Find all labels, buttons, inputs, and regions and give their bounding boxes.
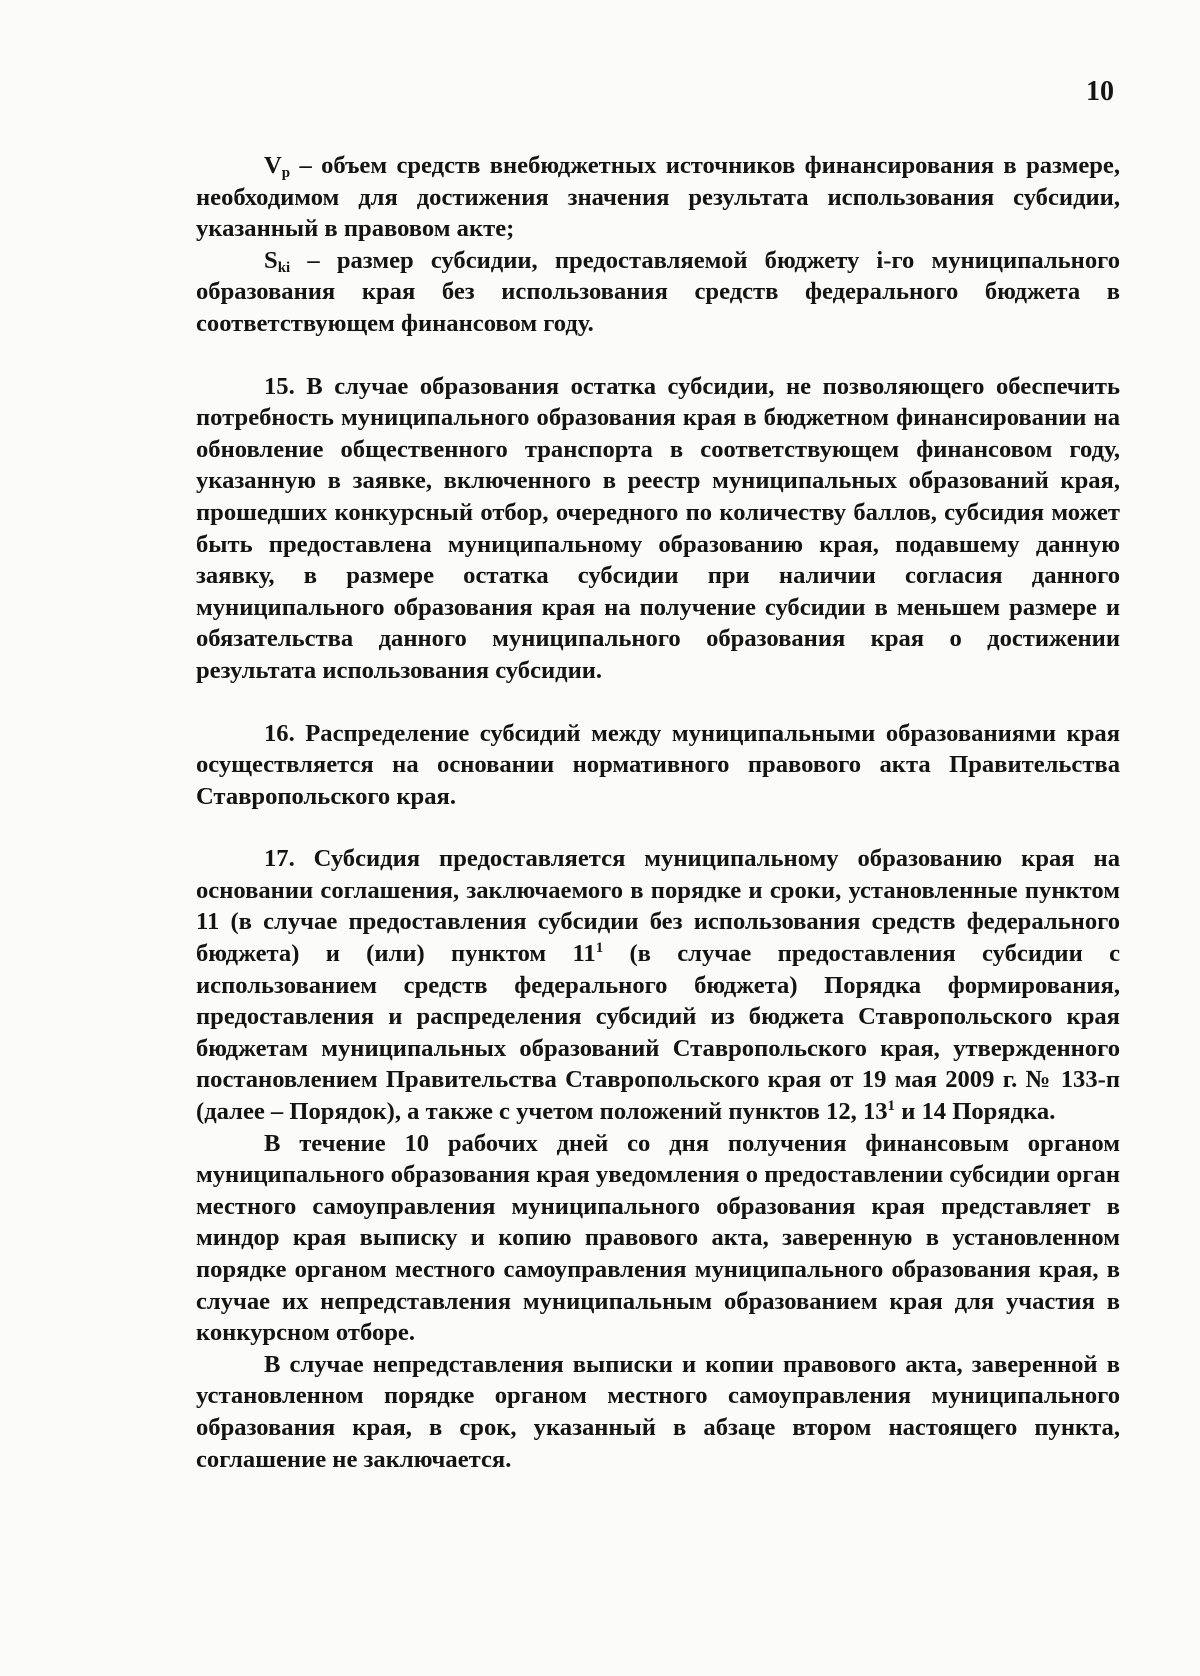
document-body: [196, 150, 1120, 1475]
ski-symbol: S: [264, 246, 278, 274]
vp-subscript: p: [281, 165, 291, 181]
point-17-text-part-2: (в случае предоставления субсидии с использованием средств федерального бюджета) Порядка формирования, предоставления и распределения субсидий из бюджета Ставропольского края бюджетам муниципальных образований Ставропольского края, утвержденного постановлением Правительства Ставропольского края от 19 мая 2009 г. № 133-п (далее – Порядок), а также с учетом положений пунктов 12, 13: [196, 940, 1120, 1126]
non-submission-paragraph: В случае непредставления выписки и копии правового акта, заверенной в установленном порядке органом местного самоуправления муниципального образования края, в срок, указанный в абзаце втором настоящего пункта, соглашение не заключается.: [196, 1350, 1120, 1473]
vp-definition-text: – объем средств внебюджетных источников финансирования в размере, необходимом для достижения значения результата использования субсидии, указанный в правовом акте;: [196, 152, 1120, 243]
ski-definition-text: – размер субсидии, предоставляемой бюджету i-го муниципального образования края без использования средств федерального бюджета в соответствующем финансовом году.: [196, 246, 1120, 337]
page-number: 10: [1086, 76, 1114, 107]
point-17-superscript-2: 1: [887, 1098, 896, 1115]
point-17-paragraph: [196, 843, 1120, 1127]
point-15-paragraph: 15. В случае образования остатка субсидии, не позволяющего обеспечить потребность муниципального образования края в бюджетном финансировании на обновление общественного транспорта в соответствующем финансовом году, указанную в заявке, включенного в реестр муниципальных образований края, прошедших конкурсный отбор, очередного по количеству баллов, субсидия может быть предоставлена муниципальному образованию края, подавшему данную заявку, в размере остатка субсидии при наличии согласия данного муниципального образования края на получение субсидии в меньшем размере и обязательства данного муниципального образования края о достижении результата использования субсидии.: [196, 372, 1120, 684]
ski-subscript: ki: [277, 259, 291, 276]
vp-symbol: V: [264, 152, 282, 179]
within-10-days-paragraph: В течение 10 рабочих дней со дня получения финансовым органом муниципального образования края уведомления о предоставлении субсидии орган местного самоуправления муниципального образования края представляет в миндор края выписку и копию правового акта, заверенную в установленном порядке органом местного самоуправления муниципального образования края, в случае их непредставления муниципальным образованием края для участия в конкурсном отборе.: [196, 1129, 1120, 1347]
ski-definition-paragraph: [196, 245, 1120, 340]
point-17-text-part-3: и 14 Порядка.: [895, 1098, 1056, 1126]
point-17-text-part-1: 17. Субсидия предоставляется муниципальному образованию края на основании соглашения, заключаемого в порядке и сроки, установленные пунктом 11 (в случае предоставления субсидии без использования средств федерального бюджета) и (или) пунктом 11: [196, 845, 1120, 968]
vp-definition-paragraph: [196, 150, 1120, 245]
point-16-paragraph: 16. Распределение субсидий между муниципальными образованиями края осуществляется на основании нормативного правового акта Правительства Ставропольского края.: [196, 719, 1120, 810]
point-17-superscript-1: 1: [595, 940, 604, 957]
